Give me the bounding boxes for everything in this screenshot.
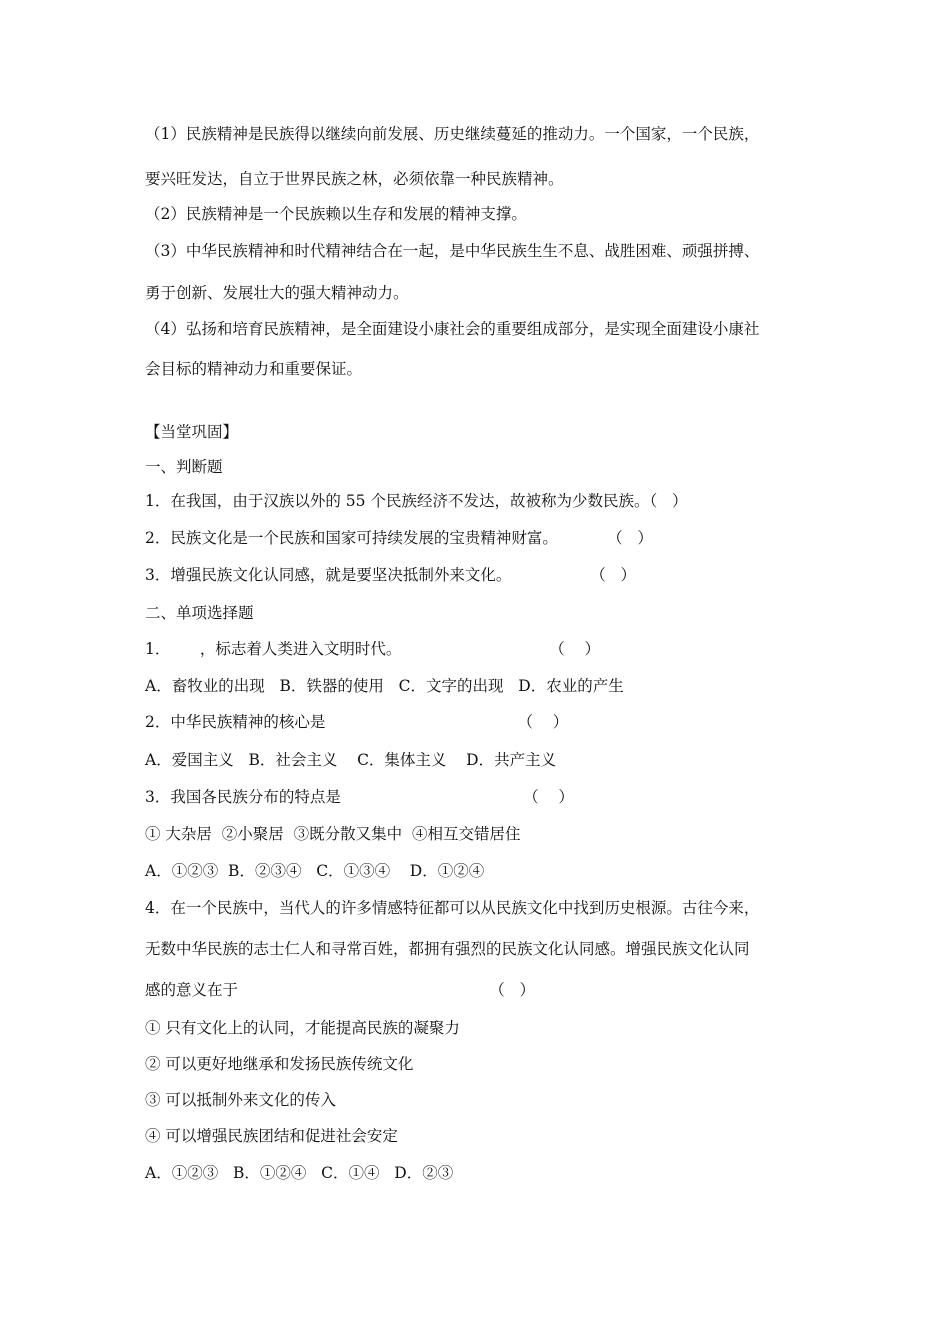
tf-question-3: 3．增强民族文化认同感，就是要坚决抵制外来文化。 （ ） [145, 566, 636, 584]
mc-question-4-item-1: ① 只有文化上的认同，才能提高民族的凝聚力 [145, 1019, 460, 1037]
mc-question-4-line-3: 感的意义在于 （ ） [145, 981, 536, 999]
mc-question-3: 3．我国各民族分布的特点是 （ ） [145, 788, 574, 806]
section-heading-consolidation: 【当堂巩固】 [145, 423, 239, 441]
paragraph-2: （2）民族精神是一个民族赖以生存和发展的精神支撑。 [145, 205, 527, 223]
mc-question-4-item-3: ③ 可以抵制外来文化的传入 [145, 1091, 336, 1109]
tf-question-1: 1．在我国，由于汉族以外的 55 个民族经济不发达，故被称为少数民族。（ ） [145, 492, 688, 510]
paragraph-3-line-1: （3）中华民族精神和时代精神结合在一起，是中华民族生生不息、战胜困难、顽强拼搏、 [145, 242, 760, 260]
mc-question-1-options: A．畜牧业的出现 B．铁器的使用 C．文字的出现 D．农业的产生 [145, 677, 624, 695]
paragraph-4-line-2: 会目标的精神动力和重要保证。 [145, 360, 363, 378]
mc-question-4-line-1: 4．在一个民族中，当代人的许多情感特征都可以从民族文化中找到历史根源。古往今来， [145, 899, 760, 917]
mc-question-2-options: A．爱国主义 B．社会主义 C．集体主义 D．共产主义 [145, 751, 557, 769]
paragraph-4-line-1: （4）弘扬和培育民族精神，是全面建设小康社会的重要组成部分，是实现全面建设小康社 [145, 320, 760, 338]
paragraph-1-line-2: 要兴旺发达，自立于世界民族之林，必须依靠一种民族精神。 [145, 170, 564, 188]
subheading-true-false: 一、判断题 [145, 458, 223, 476]
paragraph-3-line-2: 勇于创新、发展壮大的强大精神动力。 [145, 284, 409, 302]
subheading-single-choice: 二、单项选择题 [145, 604, 254, 622]
mc-question-2: 2．中华民族精神的核心是 （ ） [145, 713, 569, 731]
tf-question-2: 2．民族文化是一个民族和国家可持续发展的宝贵精神财富。 （ ） [145, 529, 653, 547]
mc-question-3-options: A．①②③ B．②③④ C．①③④ D．①②④ [145, 862, 485, 880]
mc-question-4-line-2: 无数中华民族的志士仁人和寻常百姓，都拥有强烈的民族文化认同感。增强民族文化认同 [145, 940, 750, 958]
mc-question-4-item-4: ④ 可以增强民族团结和促进社会安定 [145, 1127, 398, 1145]
mc-question-1: 1． ，标志着人类进入文明时代。 （ ） [145, 640, 600, 658]
mc-question-3-items: ① 大杂居 ②小聚居 ③既分散又集中 ④相互交错居住 [145, 825, 521, 843]
paragraph-1-line-1: （1）民族精神是民族得以继续向前发展、历史继续蔓延的推动力。一个国家，一个民族， [145, 125, 760, 143]
mc-question-4-item-2: ② 可以更好地继承和发扬民族传统文化 [145, 1055, 414, 1073]
mc-question-4-options: A．①②③ B．①②④ C．①④ D．②③ [145, 1164, 454, 1182]
